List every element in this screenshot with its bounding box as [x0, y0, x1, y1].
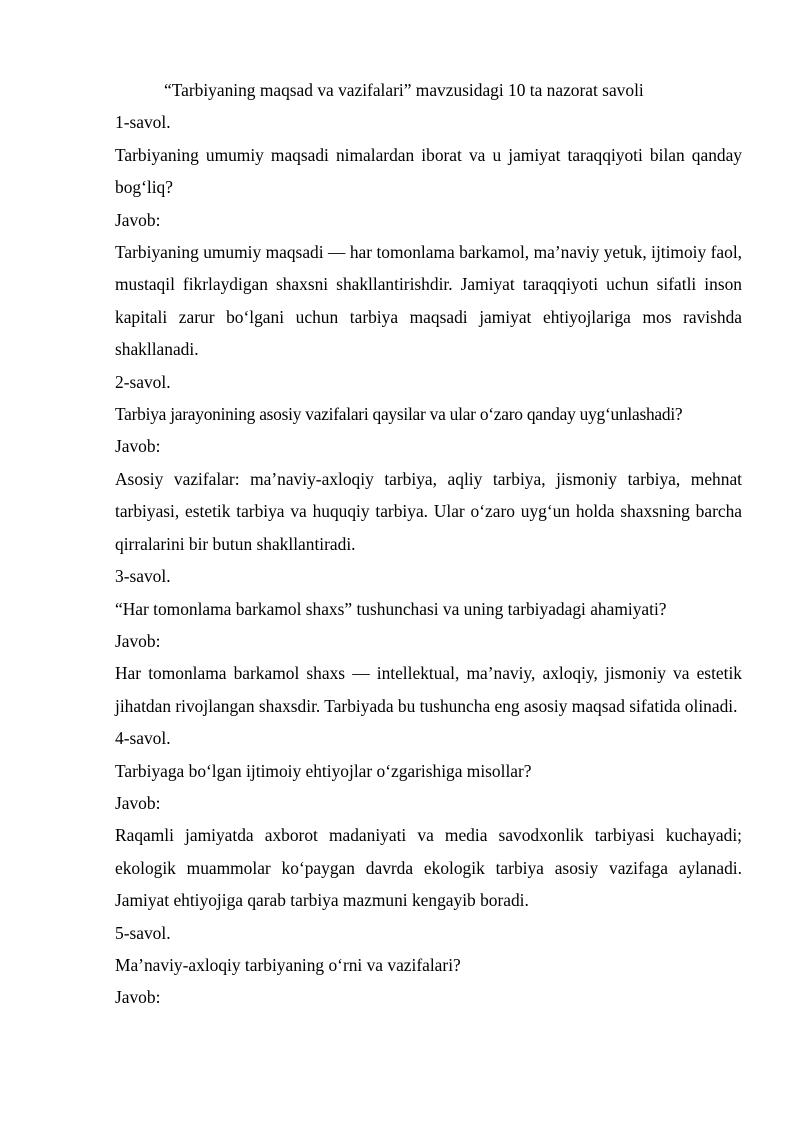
answer-2-label: Javob: [115, 436, 161, 457]
answer-1-text: Tarbiyaning umumiy maqsadi — har tomonlama barkamol, ma’naviy yetuk, ijtimoiy faol, mustaqil fikrlaydigan shaxsni shakllantirishdir. Jamiyat taraqqiyoti uchun sifatli inson kapitali zarur bo‘lgani uchun tarbiya maqsadi jamiyat ehtiyojlariga mos ravishda shakllanadi. [115, 242, 742, 360]
answer-3-label: Javob: [115, 630, 161, 651]
question-3-text: “Har tomonlama barkamol shaxs” tushunchasi va uning tarbiyadagi ahamiyati? [115, 598, 667, 619]
document-page [115, 74, 742, 1014]
question-3-label: 3-savol. [115, 566, 171, 587]
question-4-text: Tarbiyaga bo‘lgan ijtimoiy ehtiyojlar o‘zgarishiga misollar? [115, 760, 532, 781]
question-1-text: Tarbiyaning umumiy maqsadi nimalardan iborat va u jamiyat taraqqiyoti bilan qanday bog‘liq? [115, 144, 742, 198]
answer-5-label: Javob: [115, 987, 161, 1008]
question-2-label: 2-savol. [115, 371, 171, 392]
question-4-label: 4-savol. [115, 728, 171, 749]
answer-2-text: Asosiy vazifalar: ma’naviy-axloqiy tarbiya, aqliy tarbiya, jismoniy tarbiya, mehnat tarbiyasi, estetik tarbiya va huquqiy tarbiya. Ular o‘zaro uyg‘un holda shaxsning barcha qirralarini bir butun shakllantiradi. [115, 468, 742, 554]
answer-4-text: Raqamli jamiyatda axborot madaniyati va media savodxonlik tarbiyasi kuchayadi; ekologik muammolar ko‘paygan davrda ekologik tarbiya asosiy vazifaga aylanadi. Jamiyat ehtiyojiga qarab tarbiya mazmuni kengayib boradi. [115, 825, 742, 911]
question-1-label: 1-savol. [115, 112, 171, 133]
question-5-text: Ma’naviy-axloqiy tarbiyaning o‘rni va vazifalari? [115, 954, 461, 975]
question-5-label: 5-savol. [115, 922, 171, 943]
answer-4-label: Javob: [115, 792, 161, 813]
question-2-text: Tarbiya jarayonining asosiy vazifalari qaysilar va ular o‘zaro qanday uyg‘unlashadi? [115, 404, 683, 425]
answer-3-text: Har tomonlama barkamol shaxs — intellektual, ma’naviy, axloqiy, jismoniy va estetik jihatdan rivojlangan shaxsdir. Tarbiyada bu tushuncha eng asosiy maqsad sifatida olinadi. [115, 663, 742, 716]
answer-1-label: Javob: [115, 209, 161, 230]
document-title: “Tarbiyaning maqsad va vazifalari” mavzusidagi 10 ta nazorat savoli [164, 80, 644, 100]
